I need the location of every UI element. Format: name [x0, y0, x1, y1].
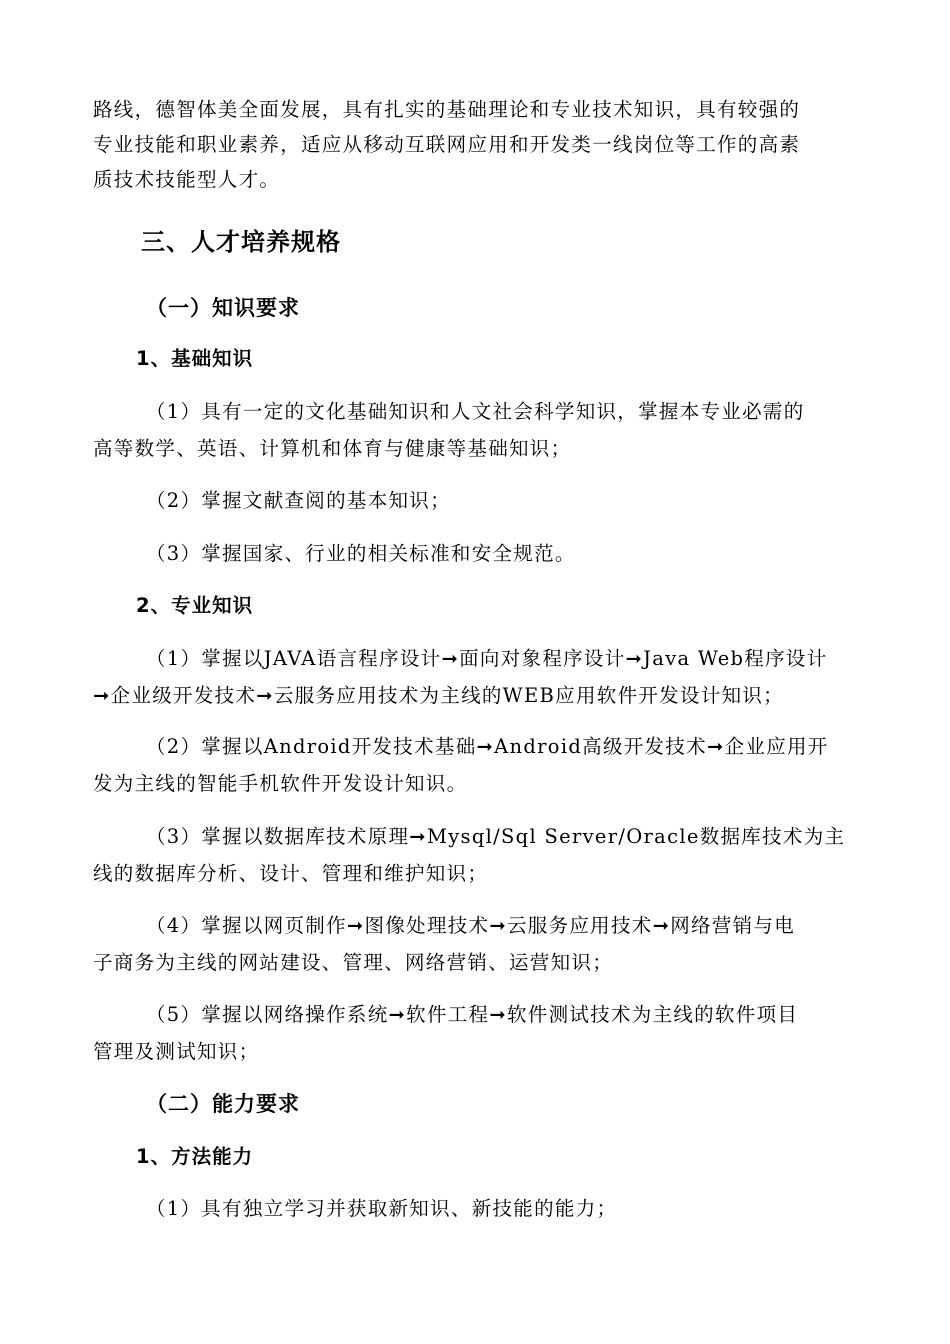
list-item-line: 管理及测试知识； [93, 1040, 260, 1063]
list-item-line: ➞企业级开发技术➞云服务应用技术为主线的WEB应用软件开发设计知识； [93, 684, 784, 707]
list-item-line: 高等数学、英语、计算机和体育与健康等基础知识； [93, 437, 572, 460]
subheading-method-ability: 1、方法能力 [136, 1145, 254, 1168]
subheading-basic-knowledge: 1、基础知识 [136, 347, 254, 370]
list-item: （1）具有独立学习并获取新知识、新技能的能力； [146, 1197, 618, 1220]
subsection-heading: （一）知识要求 [146, 296, 300, 320]
list-item: （2）掌握文献查阅的基本知识； [146, 489, 451, 512]
list-item-line: 子商务为主线的网站建设、管理、网络营销、运营知识； [93, 951, 614, 974]
list-item-line: （4）掌握以网页制作➞图像处理技术➞云服务应用技术➞网络营销与电 [146, 914, 796, 937]
list-item-line: 线的数据库分析、设计、管理和维护知识； [93, 862, 489, 885]
intro-paragraph-line: 专业技能和职业素养，适应从移动互联网应用和开发类一线岗位等工作的高素 [93, 133, 801, 156]
list-item-line: （2）掌握以Android开发技术基础➞Android高级开发技术➞企业应用开 [146, 735, 829, 758]
list-item-line: （1）掌握以JAVA语言程序设计➞面向对象程序设计➞Java Web程序设计 [146, 647, 828, 670]
subsection-heading: （二）能力要求 [146, 1092, 300, 1116]
intro-paragraph-line: 路线，德智体美全面发展，具有扎实的基础理论和专业技术知识，具有较强的 [93, 98, 801, 121]
list-item-line: 发为主线的智能手机软件开发设计知识。 [93, 772, 468, 795]
list-item-line: （1）具有一定的文化基础知识和人文社会科学知识，掌握本专业必需的 [146, 400, 805, 423]
subheading-professional-knowledge: 2、专业知识 [136, 594, 254, 617]
list-item-line: （3）掌握以数据库技术原理➞Mysql/Sql Server/Oracle数据库技术为主 [146, 825, 846, 848]
section-heading: 三、人才培养规格 [141, 228, 341, 256]
list-item: （3）掌握国家、行业的相关标准和安全规范。 [146, 542, 576, 565]
intro-paragraph-line: 质技术技能型人才。 [93, 168, 281, 191]
list-item-line: （5）掌握以网络操作系统➞软件工程➞软件测试技术为主线的软件项目 [146, 1003, 799, 1026]
